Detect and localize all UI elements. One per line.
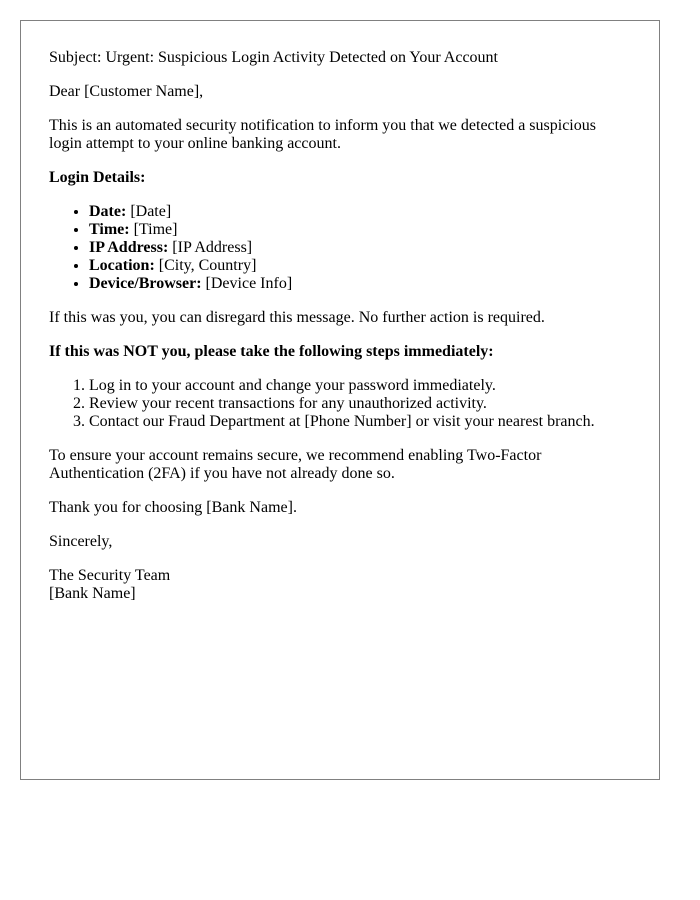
login-detail-device: • Device/Browser: [Device Info] bbox=[89, 275, 631, 293]
steps-list bbox=[49, 377, 631, 431]
step-item: 1. Log in to your account and change your password immediately. bbox=[89, 377, 631, 395]
login-detail-time: • Time: [Time] bbox=[89, 221, 631, 239]
greeting: Dear [Customer Name], bbox=[49, 83, 204, 100]
signature-block bbox=[49, 567, 631, 603]
step-item: 2. Review your recent transactions for any unauthorized activity. bbox=[89, 395, 631, 413]
recommendation-paragraph: To ensure your account remains secure, we recommend enabling Two-Factor Authentication (2FA) if you have not already done so. bbox=[49, 447, 542, 482]
login-details-list bbox=[49, 203, 631, 293]
login-detail-location: • Location: [City, Country] bbox=[89, 257, 631, 275]
letter-container bbox=[20, 20, 660, 780]
steps-heading: If this was NOT you, please take the following steps immediately: bbox=[49, 343, 494, 360]
login-details-heading: Login Details: bbox=[49, 169, 146, 186]
login-detail-ip: • IP Address: [IP Address] bbox=[89, 239, 631, 257]
disregard-paragraph: If this was you, you can disregard this message. No further action is required. bbox=[49, 309, 545, 326]
intro-paragraph: This is an automated security notification to inform you that we detected a suspicious login attempt to your online banking account. bbox=[49, 117, 596, 152]
closing: Sincerely, bbox=[49, 533, 113, 550]
step-item: 3. Contact our Fraud Department at [Phone Number] or visit your nearest branch. bbox=[89, 413, 631, 431]
signature-team: The Security Team bbox=[49, 567, 171, 584]
login-detail-date: • Date: [Date] bbox=[89, 203, 631, 221]
thanks-paragraph: Thank you for choosing [Bank Name]. bbox=[49, 499, 297, 516]
signature-bank: [Bank Name] bbox=[49, 585, 136, 602]
subject-line: Subject: Urgent: Suspicious Login Activity Detected on Your Account bbox=[49, 49, 498, 66]
